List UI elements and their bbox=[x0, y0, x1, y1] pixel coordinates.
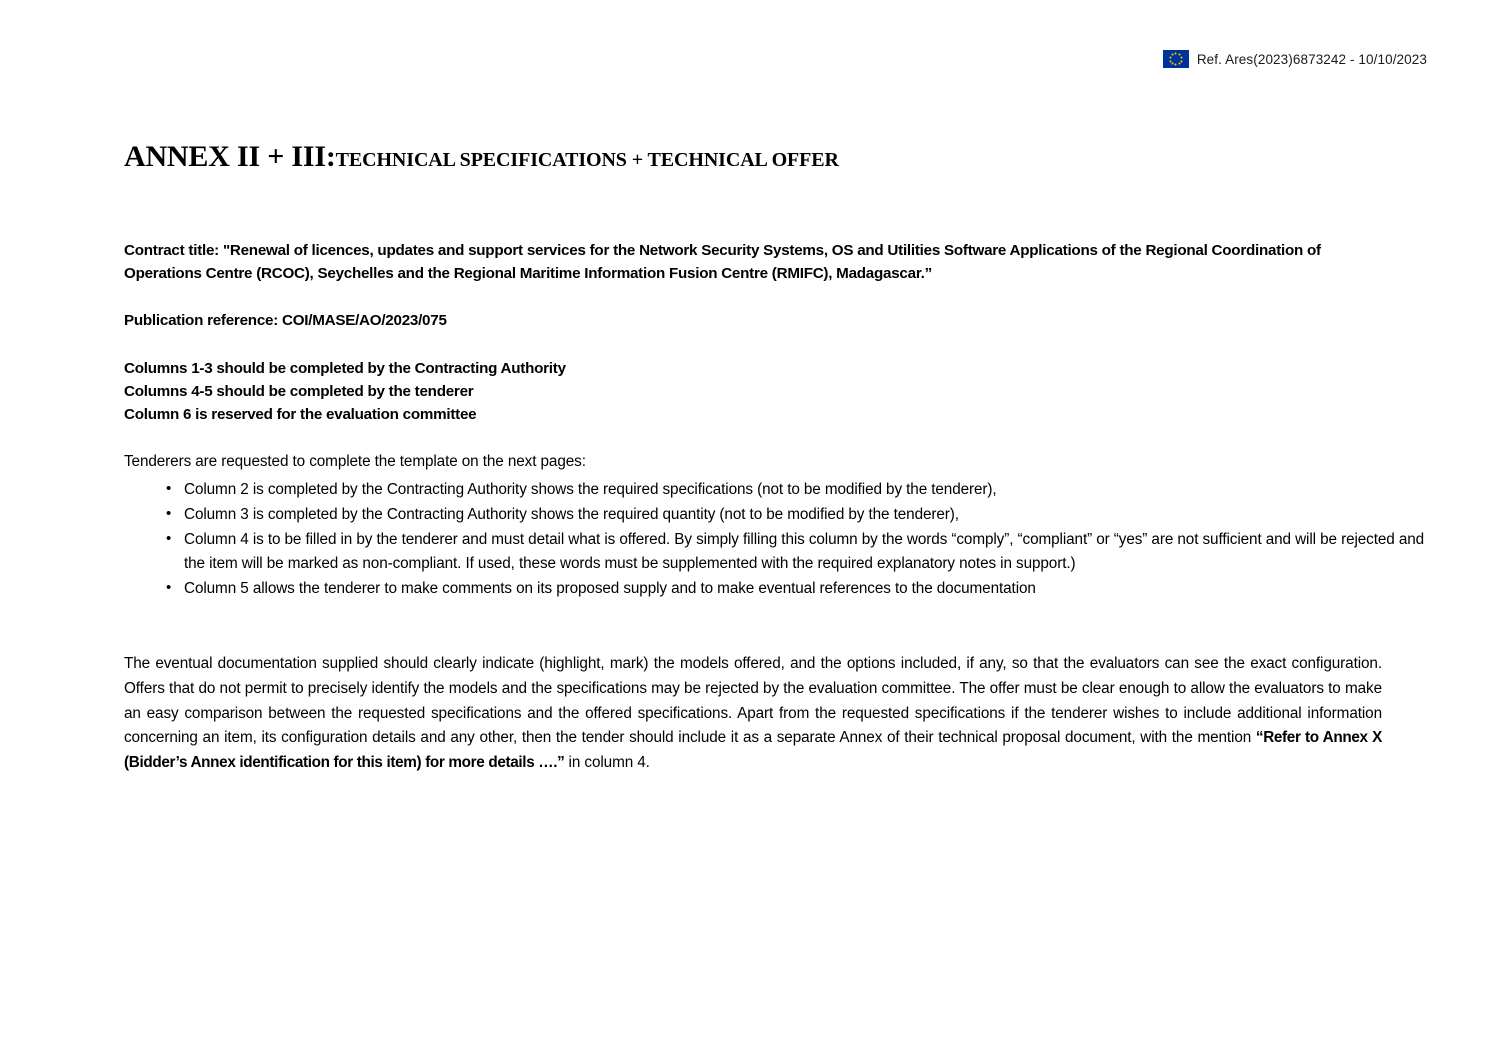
publication-reference: Publication reference: COI/MASE/AO/2023/075 bbox=[124, 312, 447, 329]
document-title bbox=[124, 140, 1384, 174]
document-content bbox=[124, 140, 1425, 772]
contract-title: Contract title: "Renewal of licences, updates and support services for the Network Security Systems, OS and Utilities Software Applications of the Regional Coordination of Operations Centre (RCOC), Seychelles and the Regional Maritime Information Fusion Centre (RMIFC), Madagascar.” bbox=[124, 242, 1321, 282]
list-item: • Column 3 is completed by the Contracting Authority shows the required quantity (not to be modified by the tenderer), bbox=[166, 503, 1426, 528]
document-title-sub: TECHNICAL SPECIFICATIONS + TECHNICAL OFFER bbox=[335, 149, 839, 171]
column-note-2: Columns 4-5 should be completed by the tenderer bbox=[124, 382, 474, 400]
column-note-1: Columns 1-3 should be completed by the Contracting Authority bbox=[124, 360, 566, 377]
list-item: • Column 2 is completed by the Contracting Authority shows the required specifications (not to be modified by the tenderer), bbox=[166, 478, 1426, 503]
column-note-3: Column 6 is reserved for the evaluation committee bbox=[124, 405, 477, 423]
documentation-paragraph-part2: in column 4. bbox=[564, 754, 650, 772]
ares-reference-text: Ref. Ares(2023)6873242 - 10/10/2023 bbox=[1196, 51, 1427, 67]
document-title-main: ANNEX II + III: bbox=[124, 140, 336, 173]
ares-registration-stamp bbox=[1163, 50, 1427, 68]
list-item: • Column 4 is to be filled in by the tenderer and must detail what is offered. By simply filling this column by the words “comply”, “compliant” or “yes” are not sufficient and will be rejected and the item will be marked as non-compliant. If used, these words must be supplemented with the required explanatory notes in support.) bbox=[166, 528, 1426, 578]
eu-flag-icon bbox=[1163, 50, 1189, 68]
documentation-paragraph-part1: The eventual documentation supplied should clearly indicate (highlight, mark) the models offered, and the options included, if any, so that the evaluators can see the exact configuration. Offers that do not permit to precisely identify the models and the specifications may be rejected by the evaluation committee. The offer must be clear enough to allow the evaluators to make an easy comparison between the requested specifications and the offered specifications. Apart from the requested specifications if the tenderer wishes to include additional information concerning an item, its configuration details and any other, then the tender should include it as a separate Annex of their technical proposal document, with the mention bbox=[124, 655, 1382, 747]
list-item: • Column 5 allows the tenderer to make comments on its proposed supply and to make eventual references to the documentation bbox=[166, 577, 1426, 602]
tender-instructions-intro: Tenderers are requested to complete the template on the next pages: bbox=[124, 453, 586, 470]
documentation-paragraph-bold: “Refer to Annex X (Bidder’s Annex identification for this item) for more details ….” bbox=[124, 729, 1382, 772]
column-instruction-list bbox=[124, 478, 1426, 602]
column-responsibility-notes bbox=[124, 358, 1384, 426]
documentation-paragraph bbox=[124, 652, 1382, 776]
